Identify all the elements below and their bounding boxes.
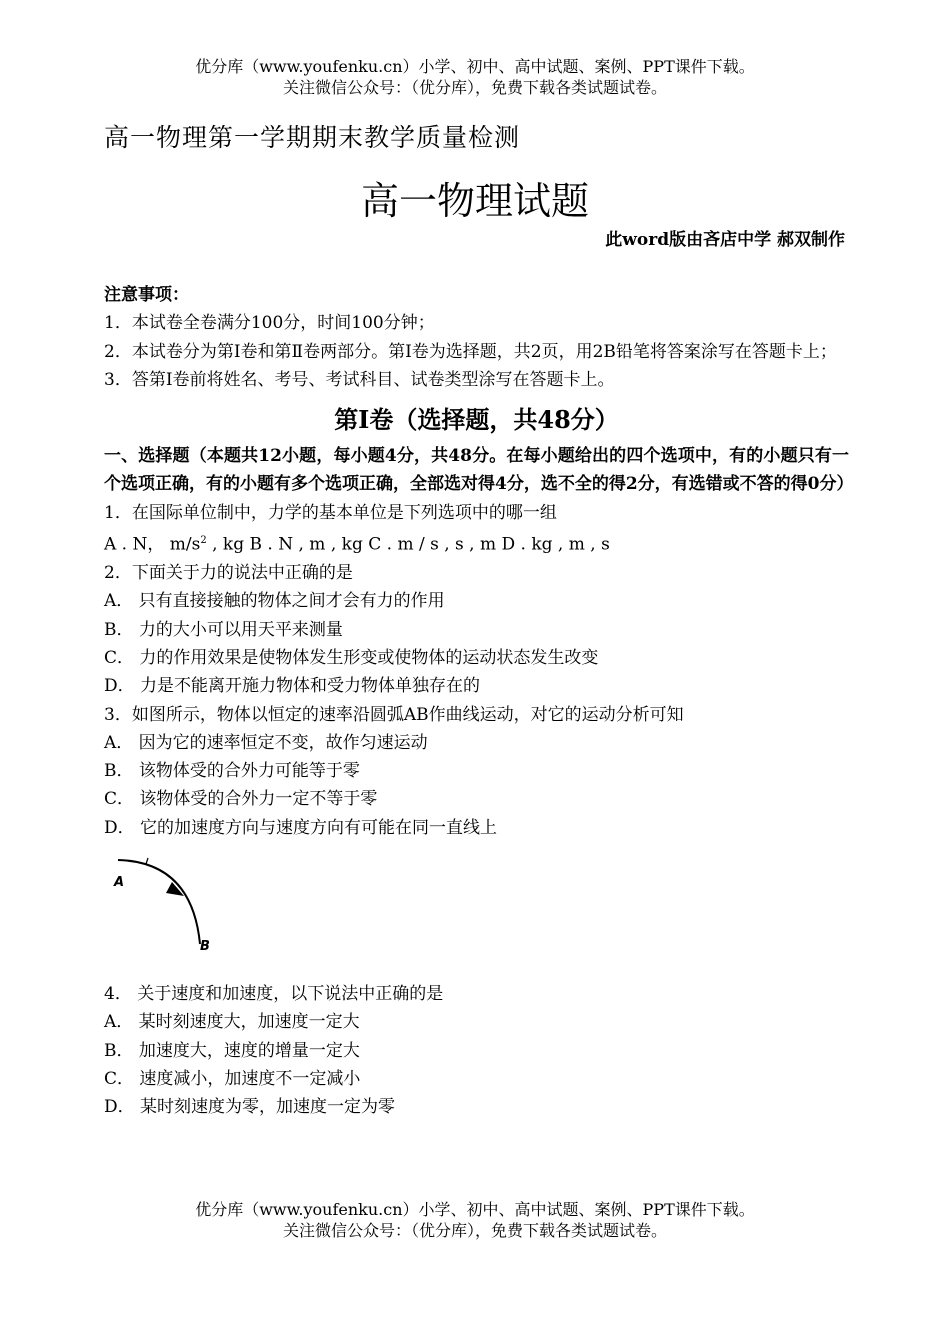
exam-name: 高一物理第一学期期末教学质量检测 <box>104 123 521 152</box>
notice-item: 2．本试卷分为第Ⅰ卷和第Ⅱ卷两部分。第Ⅰ卷为选择题，共2页，用2B铅笔将答案涂写在答题卡上； <box>104 341 837 362</box>
document-body <box>104 281 854 1121</box>
question-options <box>104 527 849 559</box>
arc-tick <box>146 858 148 864</box>
question-option: A． 只有直接接触的物体之间才会有力的作用 <box>104 591 445 612</box>
header-line-1: 优分库（www.youfenku.cn）小学、初中、高中试题、案例、PPT课件下载。 <box>195 57 755 76</box>
question-option: A． 因为它的速率恒定不变，故作匀速运动 <box>104 732 428 753</box>
label-b: B <box>200 939 210 954</box>
label-a: A <box>114 875 125 890</box>
question-option: D． 某时刻速度为零，加速度一定为零 <box>104 1097 396 1118</box>
question-option: B． 力的大小可以用天平来测量 <box>104 619 343 640</box>
notice-heading: 注意事项： <box>104 285 189 305</box>
question-stem: 3．如图所示，物体以恒定的速率沿圆弧AB作曲线运动，对它的运动分析可知 <box>104 704 684 725</box>
question-option: B． 加速度大，速度的增量一定大 <box>104 1040 360 1061</box>
arc-path <box>118 860 200 944</box>
question-stem: 4． 关于速度和加速度，以下说法中正确的是 <box>104 984 444 1004</box>
question-stem: 1．在国际单位制中，力学的基本单位是下列选项中的哪一组 <box>104 502 557 523</box>
arc-figure <box>104 846 224 976</box>
site-header <box>0 56 950 98</box>
question-option: C． 力的作用效果是使物体发生形变或使物体的运动状态发生改变 <box>104 647 599 668</box>
question-option: B． 该物体受的合外力可能等于零 <box>104 761 360 782</box>
header-line-2: 关注微信公众号：（优分库），免费下载各类试题试卷。 <box>282 78 667 97</box>
option-a-text: A . N， m/s <box>104 534 201 555</box>
question-stem: 2．下面关于力的说法中正确的是 <box>104 563 353 584</box>
notice-item: 1．本试卷全卷满分100分，时间100分钟； <box>104 313 435 334</box>
question-option: C． 速度减小，加速度不一定减小 <box>104 1068 361 1089</box>
option-rest-text: , kg B . N , m , kg C . m / s , s , m D . kg , m , s <box>206 534 610 555</box>
question-option: A． 某时刻速度大，加速度一定大 <box>104 1012 360 1033</box>
section-title: 第Ⅰ卷（选择题，共48分） <box>334 405 619 435</box>
page-title: 高一物理试题 <box>360 179 589 223</box>
question-option: C． 该物体受的合外力一定不等于零 <box>104 789 378 810</box>
footer-line-2: 关注微信公众号：（优分库），免费下载各类试题试卷。 <box>282 1221 667 1240</box>
question-option: D． 力是不能离开施力物体和受力物体单独存在的 <box>104 676 481 697</box>
site-footer <box>0 1199 950 1241</box>
superscript-2: 2 <box>200 535 207 547</box>
section-description: 一、选择题（本题共12小题，每小题4分，共48分。在每小题给出的四个选项中，有的小题只有一个选项正确，有的小题有多个选项正确，全部选对得4分，选不全的得2分，有选错或不答的得0分） <box>104 446 854 495</box>
credit-line: 此word版由吝店中学 郝双制作 <box>605 230 845 250</box>
question-option: D． 它的加速度方向与速度方向有可能在同一直线上 <box>104 817 498 838</box>
notice-item: 3．答第Ⅰ卷前将姓名、考号、考试科目、试卷类型涂写在答题卡上。 <box>104 369 615 390</box>
footer-line-1: 优分库（www.youfenku.cn）小学、初中、高中试题、案例、PPT课件下载。 <box>195 1200 755 1219</box>
